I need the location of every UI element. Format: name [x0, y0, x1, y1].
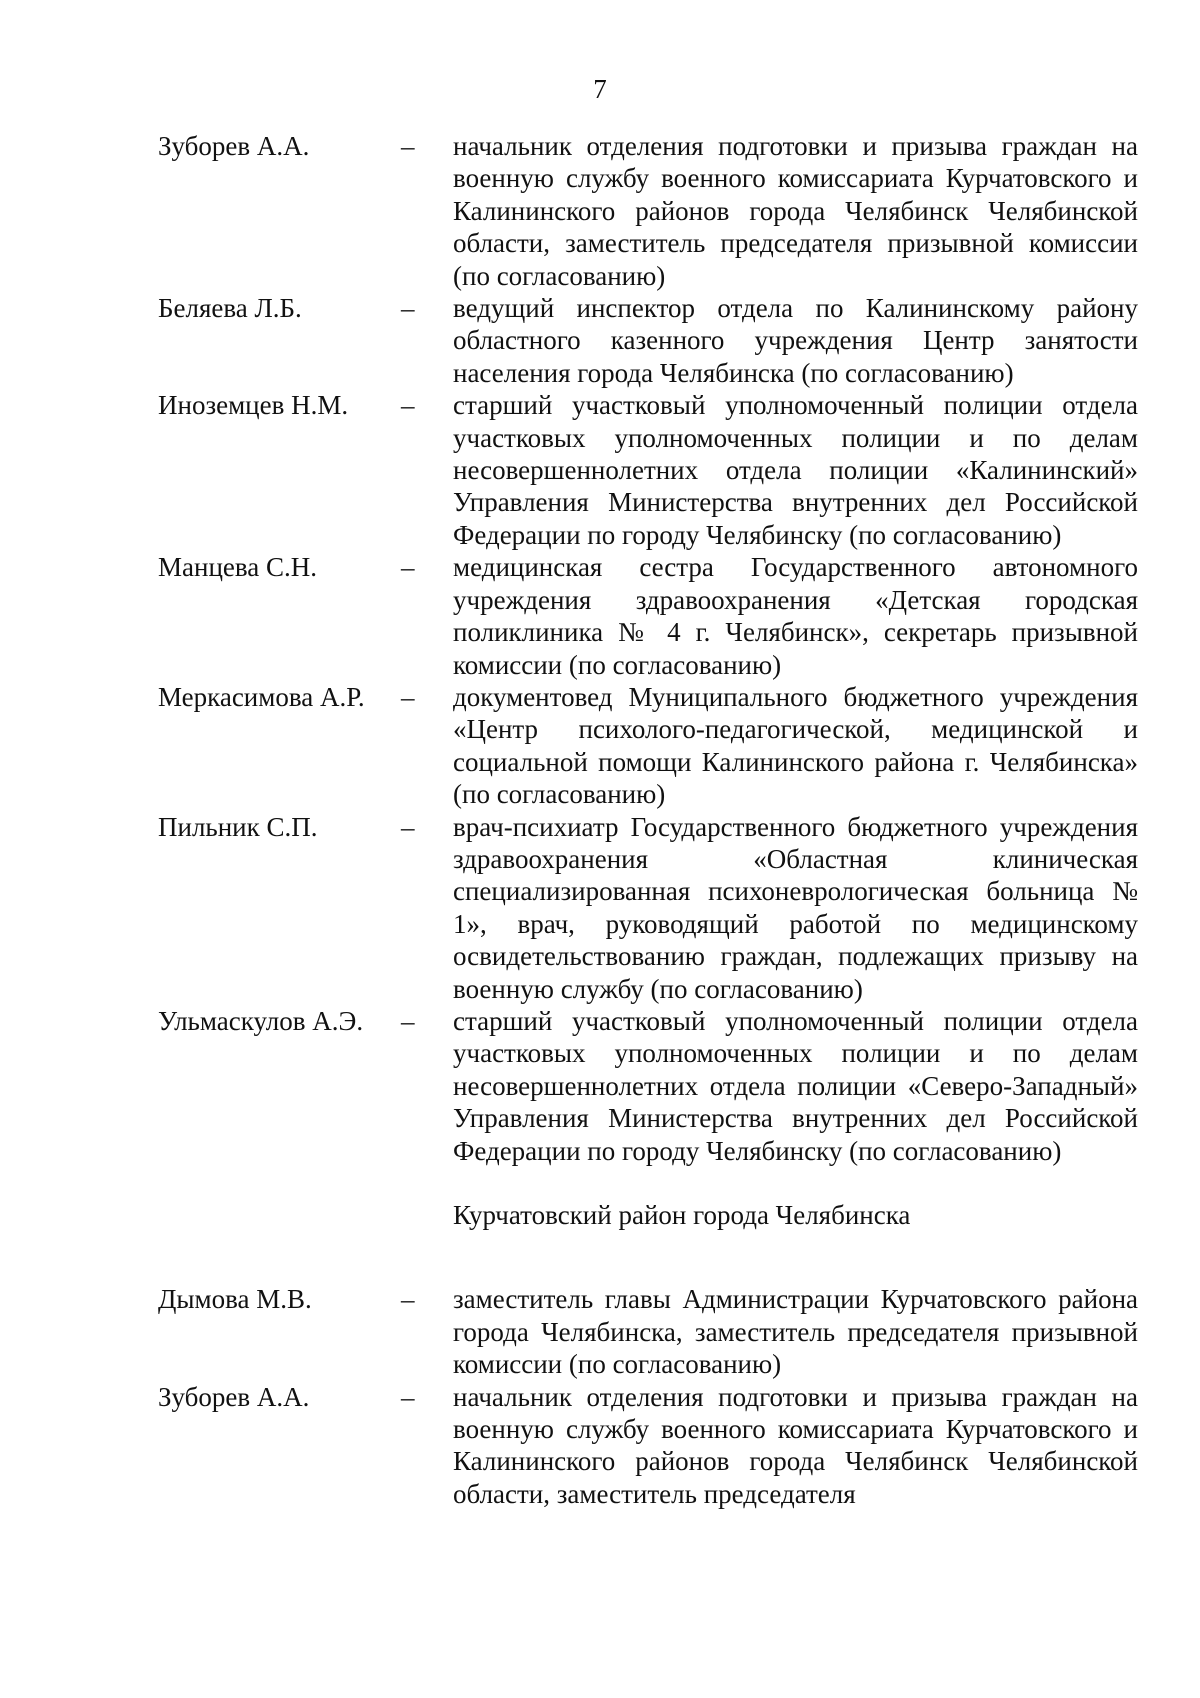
list-item: [158, 811, 1138, 1005]
dash: –: [401, 1284, 415, 1315]
dash: –: [401, 131, 415, 161]
member-name: Манцева С.Н.: [158, 552, 318, 583]
member-position: начальник отделения подготовки и призыва граждан на военную службу военного комиссариата Курчатовского и Калининского районов города Челябинск Челябинской области, заместитель председателя призывной комиссии (по согласованию): [453, 131, 1138, 291]
member-name: Зуборев А.А.: [158, 131, 310, 161]
list-item: [158, 551, 1138, 681]
member-name: Зуборев А.А.: [158, 1381, 310, 1412]
member-name: Ульмаскулов А.Э.: [158, 1005, 364, 1036]
dash: –: [401, 681, 415, 712]
member-position: заместитель главы Администрации Курчатовского района города Челябинска, заместитель председателя призывной комиссии (по согласованию): [453, 1284, 1138, 1380]
list-item: [158, 1283, 1138, 1380]
member-position: врач-психиатр Государственного бюджетного учреждения здравоохранения «Областная клиническая специализированная психоневрологическая больница № 1», врач, руководящий работой по медицинскому освидетельствованию граждан, подлежащих призыву на военную службу (по согласованию): [453, 811, 1138, 1004]
list-item: [158, 1005, 1138, 1167]
member-name: Беляева Л.Б.: [158, 293, 302, 324]
list-item: [158, 1381, 1138, 1511]
dash: –: [401, 293, 415, 324]
member-position: старший участковый уполномоченный полиции отдела участковых уполномоченных полиции и по делам несовершеннолетних отдела полиции «Северо-Западный» Управления Министерства внутренних дел Российской Федерации по городу Челябинску (по согласованию): [453, 1005, 1138, 1166]
dash: –: [401, 811, 415, 842]
member-name: Пильник С.П.: [158, 811, 318, 842]
member-position: документовед Муниципального бюджетного учреждения «Центр психолого-педагогической, медицинской и социальной помощи Калининского района г. Челябинска» (по согласованию): [453, 681, 1138, 810]
dash: –: [401, 1005, 415, 1036]
list-item: [158, 130, 1138, 292]
member-position: старший участковый уполномоченный полиции отдела участковых уполномоченных полиции и по делам несовершеннолетних отдела полиции «Калининский» Управления Министерства внутренних дел Российской Федерации по городу Челябинску (по согласованию): [453, 390, 1138, 550]
list-item: [158, 681, 1138, 811]
member-name: Иноземцев Н.М.: [158, 390, 349, 421]
member-list: [158, 130, 1138, 1510]
member-name: Меркасимова А.Р.: [158, 681, 365, 712]
member-name: Дымова М.В.: [158, 1284, 312, 1315]
dash: –: [401, 1381, 415, 1412]
dash: –: [401, 552, 415, 583]
page-number: 7: [593, 74, 607, 104]
list-item: [158, 389, 1138, 551]
member-position: начальник отделения подготовки и призыва граждан на военную службу военного комиссариата Курчатовского и Калининского районов города Челябинск Челябинской области, заместитель председателя: [453, 1381, 1138, 1509]
section-heading: Курчатовский район города Челябинска: [453, 1200, 911, 1230]
member-position: ведущий инспектор отдела по Калининскому району областного казенного учреждения Центр занятости населения города Челябинска (по согласованию): [453, 293, 1138, 388]
list-item: [158, 292, 1138, 389]
member-position: медицинская сестра Государственного автономного учреждения здравоохранения «Детская городская поликлиника № 4 г. Челябинск», секретарь призывной комиссии (по согласованию): [453, 552, 1138, 680]
dash: –: [401, 390, 415, 421]
